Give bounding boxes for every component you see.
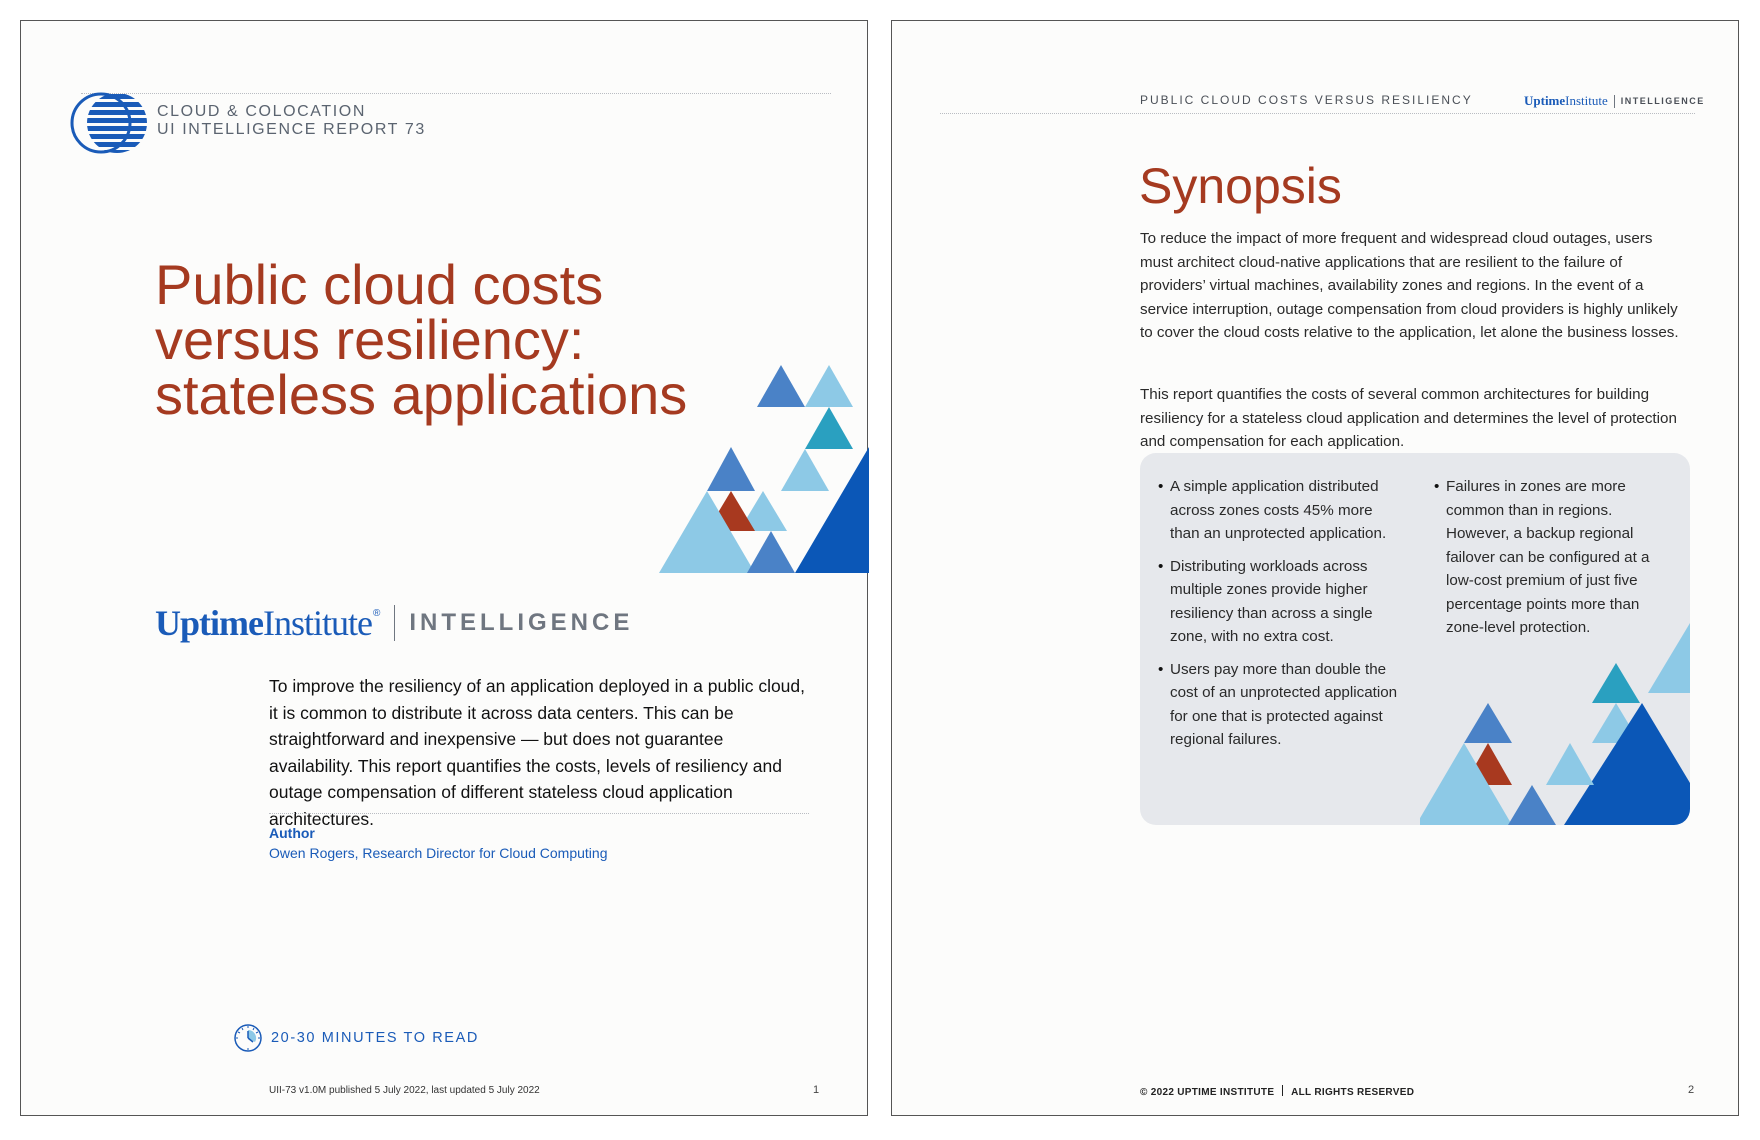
key-findings-box (1140, 453, 1690, 825)
footer-divider (1282, 1085, 1283, 1096)
read-time (233, 1023, 479, 1053)
page-2 (891, 20, 1739, 1116)
report-category: CLOUD & COLOCATION (157, 103, 366, 120)
brand-uptime: Uptime (155, 603, 263, 643)
author-label: Author (269, 825, 315, 841)
publication-info: UII-73 v1.0M published 5 July 2022, last updated 5 July 2022 (269, 1085, 540, 1096)
page-1 (20, 20, 868, 1116)
read-time-text: 20-30 MINUTES TO READ (271, 1030, 479, 1046)
synopsis-paragraph-2: This report quantifies the costs of several common architectures for building resiliency for a stateless cloud application and determines the level of protection and compensation for each application. (1140, 386, 1677, 450)
brand-divider (394, 605, 395, 641)
rights-text: ALL RIGHTS RESERVED (1291, 1087, 1415, 1098)
page-number: 1 (813, 1084, 820, 1096)
finding-item: • A simple application distributed across zones costs 45% more than an unprotected application. (1158, 475, 1406, 546)
copyright-text: © 2022 UPTIME INSTITUTE (1140, 1087, 1275, 1098)
copyright-footer (1140, 1085, 1414, 1098)
running-header: PUBLIC CLOUD COSTS VERSUS RESILIENCY (1140, 93, 1473, 107)
report-number: UI INTELLIGENCE REPORT 73 (157, 121, 426, 138)
header-brand (1524, 93, 1705, 109)
synopsis-heading: Synopsis (1139, 158, 1342, 214)
key-findings-left (1158, 475, 1406, 761)
report-abstract: To improve the resiliency of an application deployed in a public cloud, it is common to distribute it across data centers. This can be straightforward and inexpensive — but does not guarantee availability. This report quantifies the costs, levels of resiliency and outage compensation of different stateless cloud application architectures. (269, 676, 806, 829)
brand-registered-mark: ® (372, 607, 381, 619)
brand-divider (1614, 95, 1615, 108)
title-line-1: Public cloud costs (155, 253, 604, 316)
page-number: 2 (1688, 1084, 1695, 1096)
title-line-3: stateless applications (155, 363, 688, 426)
author-rule (269, 813, 809, 814)
finding-item: • Distributing workloads across multiple zones provide higher resiliency than across a single zone, with no extra cost. (1158, 555, 1406, 649)
brand-intelligence: INTELLIGENCE (1620, 96, 1705, 106)
clock-icon (233, 1023, 263, 1053)
report-series-label (157, 103, 426, 139)
triangle-pattern-graphic (1420, 623, 1690, 825)
triangle-pattern-graphic (653, 351, 869, 573)
header-rule (81, 93, 831, 94)
finding-item: • Failures in zones are more common than in regions. However, a backup regional failover can be configured at a low-cost premium of just five percentage points more than zone-level protection. (1434, 475, 1666, 640)
author-name: Owen Rogers, Research Director for Cloud Computing (269, 845, 608, 861)
brand-uptime: Uptime (1524, 93, 1566, 108)
finding-item: • Users pay more than double the cost of an unprotected application for one that is protected against regional failures. (1158, 658, 1406, 752)
uptime-intelligence-brand (155, 603, 633, 643)
brand-institute: Institute (262, 603, 372, 643)
striped-globe-logo (69, 91, 153, 155)
report-title (155, 253, 715, 426)
brand-intelligence: INTELLIGENCE (409, 609, 634, 636)
brand-institute: Institute (1565, 93, 1608, 108)
title-line-2: versus resiliency: (155, 308, 585, 371)
synopsis-paragraph-1: To reduce the impact of more frequent and widespread cloud outages, users must architect cloud-native applications that are resilient to the failure of providers’ virtual machines, availability zones and regions. In the event of a service interruption, outage compensation from cloud providers is highly unlikely to cover the cloud costs relative to the application, let alone the business losses. (1140, 230, 1679, 341)
header-rule (940, 113, 1695, 114)
